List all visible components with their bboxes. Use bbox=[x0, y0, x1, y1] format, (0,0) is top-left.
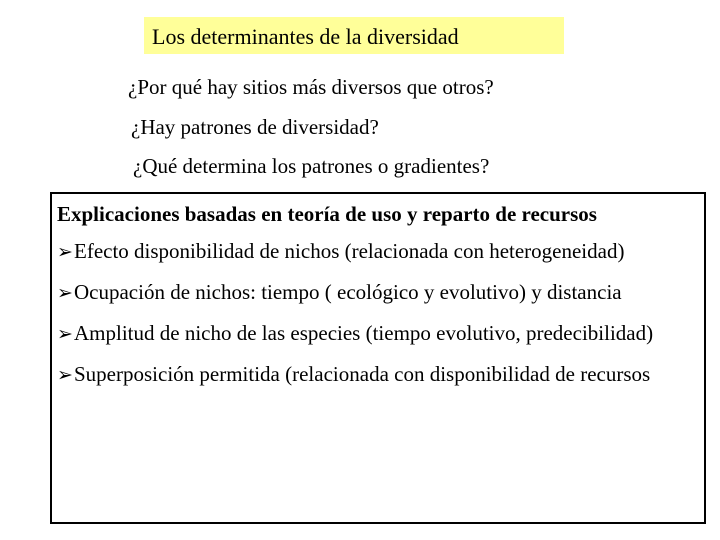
arrow-bullet-icon: ➢ bbox=[57, 242, 73, 263]
list-item-text: Efecto disponibilidad de nichos (relacionada con heterogeneidad) bbox=[74, 239, 625, 263]
list-item bbox=[57, 360, 704, 390]
question-2: ¿Hay patrones de diversidad? bbox=[131, 115, 379, 139]
panel-heading: Explicaciones basadas en teoría de uso y reparto de recursos bbox=[57, 202, 597, 226]
list-item-text: Ocupación de nichos: tiempo ( ecológico y evolutivo) y distancia bbox=[74, 280, 622, 304]
slide-title bbox=[144, 17, 564, 54]
list-item bbox=[57, 319, 704, 349]
list-item bbox=[57, 278, 704, 308]
explanations-panel bbox=[50, 192, 706, 524]
question-3: ¿Qué determina los patrones o gradientes? bbox=[133, 154, 490, 178]
list-item-text: Superposición permitida (relacionada con disponibilidad de recursos bbox=[74, 362, 651, 386]
arrow-bullet-icon: ➢ bbox=[57, 365, 73, 386]
list-item bbox=[57, 237, 704, 267]
question-1: ¿Por qué hay sitios más diversos que otros? bbox=[128, 75, 494, 99]
arrow-bullet-icon: ➢ bbox=[57, 283, 73, 304]
slide-title-text: Los determinantes de la diversidad bbox=[152, 24, 459, 49]
list-item-text: Amplitud de nicho de las especies (tiempo evolutivo, predecibilidad) bbox=[74, 321, 654, 345]
arrow-bullet-icon: ➢ bbox=[57, 324, 73, 345]
